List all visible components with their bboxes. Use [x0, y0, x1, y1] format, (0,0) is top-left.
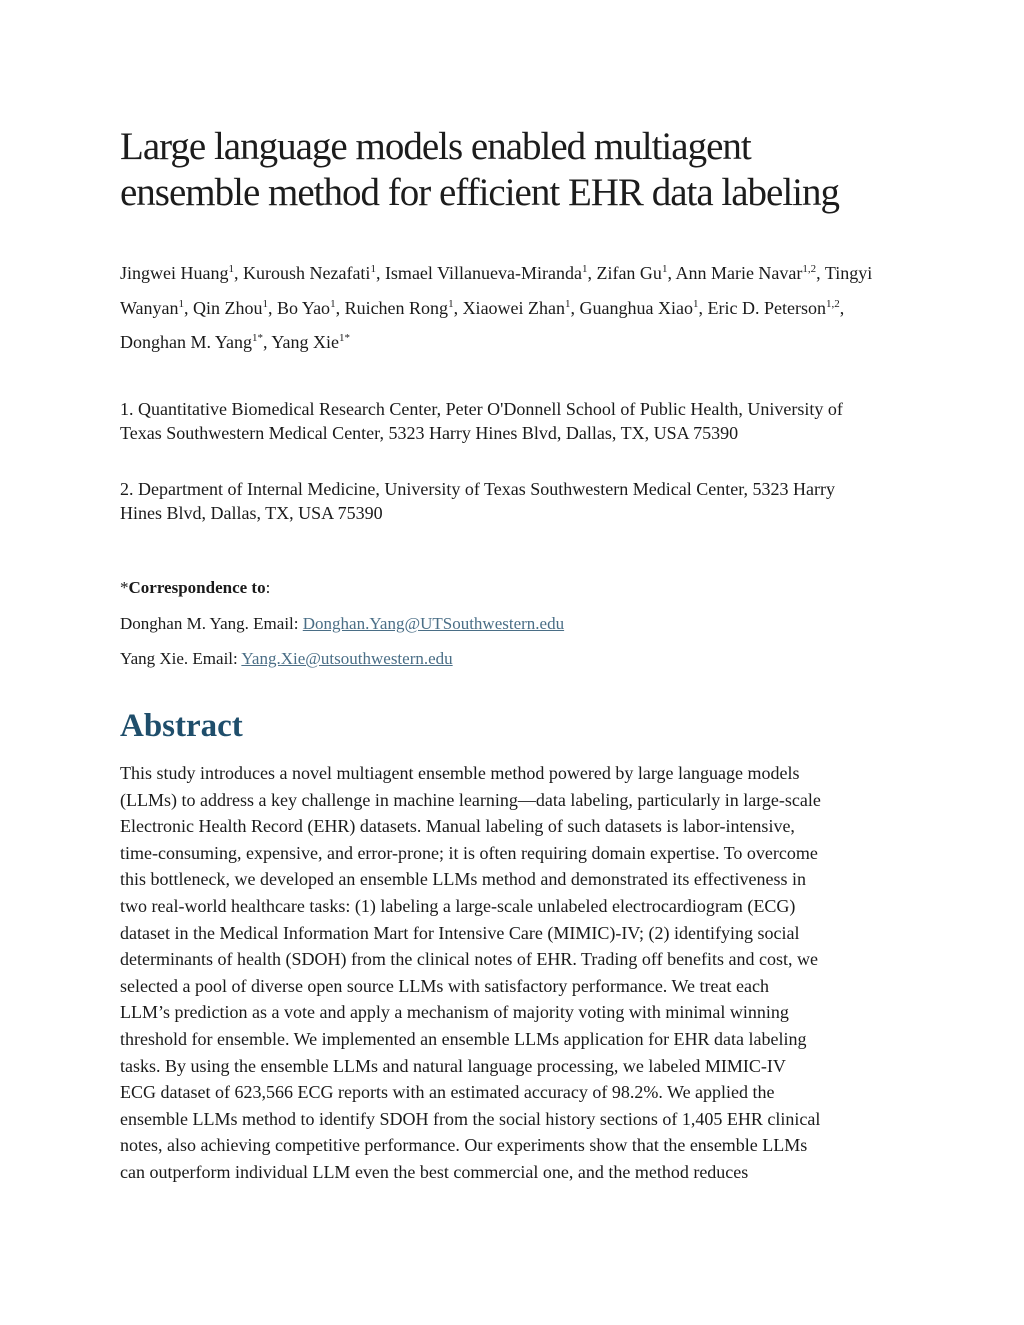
abstract-heading: Abstract — [120, 708, 243, 744]
abstract-line: determinants of health (SDOH) from the clinical notes of EHR. Trading off benefits and cost, we — [120, 949, 819, 970]
abstract-line: notes, also achieving competitive performance. Our experiments show that the ensemble LLMs — [120, 1135, 808, 1156]
abstract-line: two real-world healthcare tasks: (1) labeling a large-scale unlabeled electrocardiogram (ECG) — [120, 895, 796, 916]
author: Donghan M. Yang$^{1*}$ — [120, 332, 264, 352]
author: Ruichen Rong$^1$ — [344, 297, 454, 318]
abstract-line: tasks. By using the ensemble LLMs and natural language processing, we labeled MIMIC-IV — [120, 1055, 786, 1076]
author: Guanghua Xiao$^1$ — [579, 297, 699, 318]
abstract-line: This study introduces a novel multiagent ensemble method powered by large language models — [120, 763, 800, 783]
abstract-line: selected a pool of diverse open source LLMs with satisfactory performance. We treat each — [120, 975, 769, 996]
title-line: Large language models enabled multiagent — [120, 125, 751, 168]
author: Tingyi Wanyan$^1$ — [120, 263, 873, 318]
author: Ismael Villanueva-Miranda$^1$ — [384, 263, 588, 283]
author: Zifan Gu$^1$ — [596, 263, 668, 283]
abstract-line: this bottleneck, we developed an ensemble LLMs method and demonstrated its effectiveness in — [120, 869, 806, 890]
correspondence-contact: Yang Xie. Email: Yang.Xie@utsouthwestern.edu — [120, 649, 453, 668]
author-list: Jingwei Huang$^1$, Kuroush Nezafati$^1$, Ismael Villanueva-Miranda$^1$, Zifan Gu$^1$, Ann Marie Navar$^{1,2}$, Tingyi Wanyan$^1$, Qin Zhou$^1$, Bo Yao$^1$, Ruichen Rong$^1$, Xiaowei Zhan$^1$, Guanghua Xiao$^1$, Eric D. Peterson$^{1,2}$, Donghan M. Yang$^{1*}$, Yang Xie$^{1*}$ — [120, 263, 873, 352]
abstract-line: ensemble LLMs method to identify SDOH from the social history sections of 1,405 EHR clinical — [120, 1108, 821, 1129]
author: Eric D. Peterson$^{1,2}$ — [707, 297, 840, 318]
abstract-line: (LLMs) to address a key challenge in machine learning—data labeling, particularly in large-scale — [120, 789, 821, 810]
correspondence-heading: *Correspondence to: — [120, 578, 271, 597]
abstract-text — [120, 760, 910, 1186]
abstract-line: Electronic Health Record (EHR) datasets. Manual labeling of such datasets is labor-intensive, — [120, 816, 795, 837]
abstract-line: ECG dataset of 623,566 ECG reports with an estimated accuracy of 98.2%. We applied the — [120, 1082, 775, 1103]
abstract-line: threshold for ensemble. We implemented an ensemble LLMs application for EHR data labeling — [120, 1028, 807, 1049]
affiliation-1: 1. Quantitative Biomedical Research Center, Peter O'Donnell School of Public Health, University of Texas Southwestern Medical Center, 5323 Harry Hines Blvd, Dallas, TX, USA 75390 — [120, 399, 843, 443]
author: Bo Yao$^1$ — [277, 297, 336, 318]
email-link[interactable]: Donghan.Yang@UTSouthwestern.edu — [302, 614, 565, 633]
correspondence-contact: Donghan M. Yang. Email: Donghan.Yang@UTSouthwestern.edu — [120, 614, 565, 633]
affiliation-2: 2. Department of Internal Medicine, University of Texas Southwestern Medical Center, 5323 Harry Hines Blvd, Dallas, TX, USA 75390 — [120, 479, 835, 523]
paper-title — [120, 124, 910, 216]
abstract-line: time-consuming, expensive, and error-prone; it is often requiring domain expertise. To overcome — [120, 842, 818, 863]
title-line: ensemble method for efficient EHR data labeling — [120, 171, 840, 214]
author: Kuroush Nezafati$^1$ — [242, 263, 376, 283]
abstract-line: LLM’s prediction as a vote and apply a mechanism of majority voting with minimal winning — [120, 1002, 789, 1023]
author: Xiaowei Zhan$^1$ — [462, 297, 571, 318]
email-link[interactable]: Yang.Xie@utsouthwestern.edu — [241, 649, 453, 668]
author: Qin Zhou$^1$ — [193, 297, 269, 318]
abstract-line: dataset in the Medical Information Mart for Intensive Care (MIMIC)-IV; (2) identifying social — [120, 922, 800, 943]
author: Ann Marie Navar$^{1,2}$ — [675, 263, 817, 283]
author: Jingwei Huang$^1$ — [120, 263, 234, 283]
author: Yang Xie$^{1*}$ — [271, 332, 351, 352]
abstract-line: can outperform individual LLM even the best commercial one, and the method reduces — [120, 1161, 749, 1182]
